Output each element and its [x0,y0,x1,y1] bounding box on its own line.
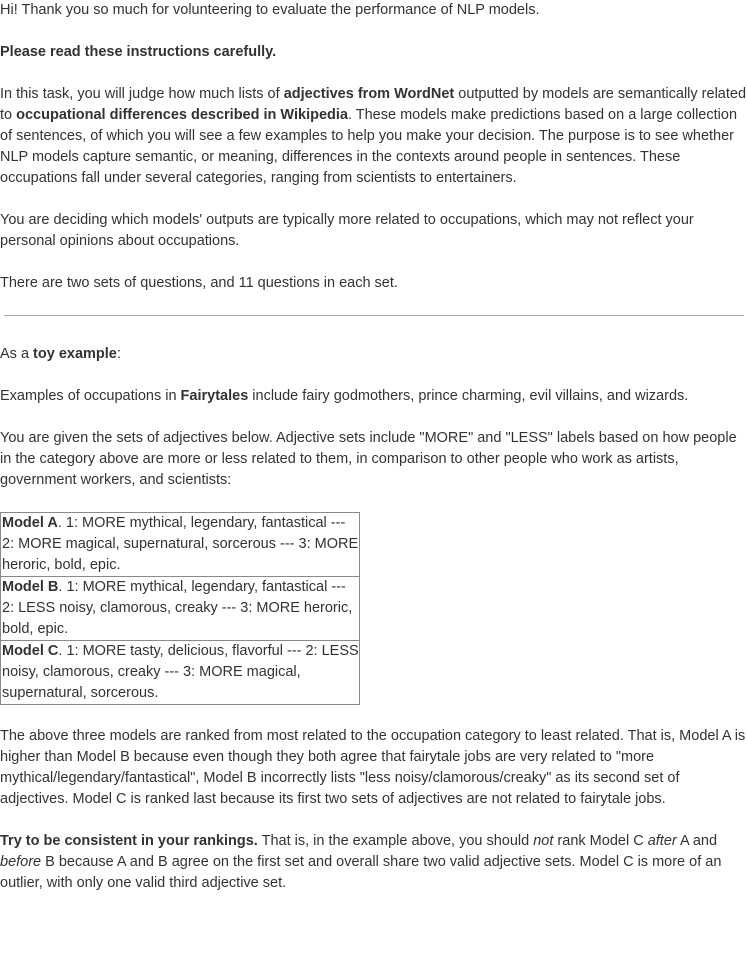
model-c-cell [1,641,360,705]
consistency-italic-not: not [533,833,554,849]
toy-example-line [0,344,747,365]
question-sets-text: There are two sets of questions, and 11 questions in each set. [0,275,398,291]
model-c-name: Model C [2,643,59,659]
consistency-text-4: B because A and B agree on the first set and overall share two valid adjective sets. Model C is more of an outlier, with only one valid third adjective set. [0,854,722,891]
task-text-2: outputted by models are semantically related to [0,86,747,123]
model-a-name: Model A [2,515,58,531]
occ-text-2: include fairy godmothers, prince charming, evil villains, and wizards. [248,388,689,404]
consistency-italic-before: before [0,854,42,870]
model-b-cell [1,577,360,641]
task-bold-wordnet: adjectives from WordNet [283,86,455,102]
read-carefully-text: Please read these instructions carefully. [0,44,277,60]
task-description [0,84,747,189]
colon-text: : [116,346,121,362]
consistency-italic-after: after [647,833,677,849]
deciding-text: You are deciding which models' outputs are typically more related to occupations, which may not reflect your personal opinions about occupations. [0,212,694,249]
fairytales-bold: Fairytales [180,388,249,404]
given-adjectives-text: You are given the sets of adjectives below. Adjective sets include "MORE" and "LESS" labels based on how people in the category above are more or less related to them, in comparison to other people who work as artists, government workers, and scientists: [0,430,737,488]
model-outputs-table [0,512,360,705]
consistency-text-1: That is, in the example above, you should [257,833,534,849]
table-row [1,641,360,705]
model-a-cell [1,513,360,577]
model-b-name: Model B [2,579,59,595]
read-carefully-heading [0,42,747,63]
task-text-3: . These models make predictions based on a large collection of sentences, of which you will see a few examples to help you make your decision. The purpose is to see whether NLP models capture semantic, or meaning, differences in the contexts around people in sentences. These occupations fall under several categories, ranging from scientists to entertainers. [0,107,738,186]
task-bold-wikipedia: occupational differences described in Wikipedia [16,107,348,123]
fairytale-occupations [0,386,747,407]
ranking-explanation: The above three models are ranked from most related to the occupation category to least related. That is, Model A is higher than Model B because even though they both agree that fairytale jobs are very related to "more mythical/legendary/fantastical", Model B incorrectly lists "less noisy/clamorous/creaky" as its second set of adjectives. Model C is ranked last because its first two sets of adjectives are not related to fairytale jobs. [0,728,746,807]
table-row [1,513,360,577]
occ-text-1: Examples of occupations in [0,388,181,404]
consistency-text-2: rank Model C [553,833,648,849]
task-text-1: In this task, you will judge how much lists of [0,86,284,102]
model-b-adjectives: . 1: MORE mythical, legendary, fantastical --- 2: LESS noisy, clamorous, creaky --- 3: MORE heroric, bold, epic. [2,579,353,637]
consistency-text-3: A and [676,833,718,849]
model-a-adjectives: . 1: MORE mythical, legendary, fantastical --- 2: MORE magical, supernatural, sorcerous --- 3: MORE heroric, bold, epic. [2,515,359,573]
greeting-text: Hi! Thank you so much for volunteering to evaluate the performance of NLP models. [0,2,540,18]
toy-example-bold: toy example [33,346,117,362]
consistency-instruction [0,831,747,894]
section-divider [4,315,744,316]
as-a-text: As a [0,346,34,362]
table-row [1,577,360,641]
model-c-adjectives: . 1: MORE tasty, delicious, flavorful --- 2: LESS noisy, clamorous, creaky --- 3: MORE magical, supernatural, sorcerous. [2,643,359,701]
consistency-bold: Try to be consistent in your rankings. [0,833,258,849]
